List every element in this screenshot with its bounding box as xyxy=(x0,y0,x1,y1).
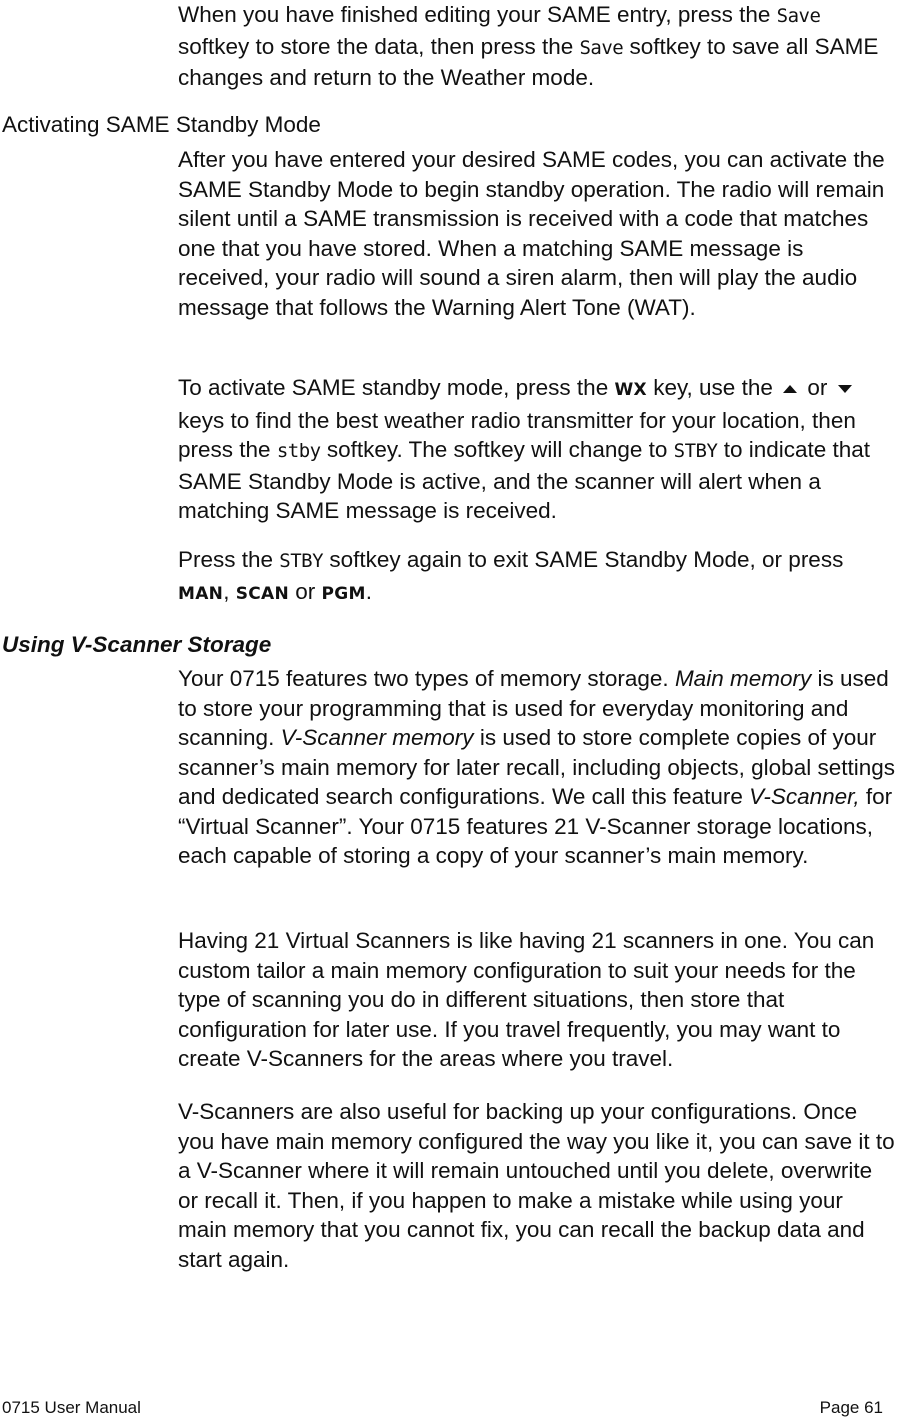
stby-softkey-label: stby xyxy=(276,440,321,462)
paragraph-backup-configurations: V-Scanners are also useful for backing up your configurations. Once you have main memory configured the way you like it, you can save it to a V-Scanner where it will remain untouched until you delete, overwrite or recall it. Then, if you happen to make a mistake while using your main memory that you cannot fix, you can recall the backup data and start again. xyxy=(178,1099,895,1272)
pgm-key-label: PGM xyxy=(321,583,366,604)
stby-softkey-label: STBY xyxy=(279,550,324,572)
heading-activating-same-standby: Activating SAME Standby Mode xyxy=(2,112,321,137)
down-arrow-icon xyxy=(838,385,852,393)
save-softkey-label: Save xyxy=(776,5,821,27)
footer-manual-title: 0715 User Manual xyxy=(2,1398,141,1417)
paragraph-virtual-scanners: Having 21 Virtual Scanners is like having 21 scanners in one. You can custom tailor a main memory configuration to suit your needs for the type of scanning you do in different situations, then store that configuration for later use. If you travel frequently, you may want to create V-Scanners for the areas where you travel. xyxy=(178,928,875,1071)
term-v-scanner-memory: V-Scanner memory xyxy=(280,725,474,750)
paragraph-memory-types: Your 0715 features two types of memory storage. Main memory is used to store your programming that is used for everyday monitoring and scanning. V-Scanner memory is used to store complete copies of your scanner’s main memory for later recall, including objects, global settings and dedicated search configurations. We call this feature V-Scanner, for “Virtual Scanner”. Your 0715 features 21 V-Scanner storage locations, each capable of storing a copy of your scanner’s main memory. xyxy=(178,666,896,868)
heading-using-v-scanner-storage: Using V-Scanner Storage xyxy=(2,632,272,657)
man-key-label: MAN xyxy=(178,583,224,604)
scan-key-label: SCAN xyxy=(235,583,290,604)
term-main-memory: Main memory xyxy=(674,666,812,691)
paragraph-finish-editing: When you have finished editing your SAME entry, press the Save softkey to store the data, then press the Save softkey to save all SAME changes and return to the Weather mode. xyxy=(178,2,879,90)
save-softkey-label: Save xyxy=(579,36,624,59)
footer-page-number: Page 61 xyxy=(819,1398,883,1417)
term-v-scanner: V-Scanner, xyxy=(749,784,860,809)
wx-key-label: WX xyxy=(614,380,647,400)
paragraph-activate-standby: To activate SAME standby mode, press the WX key, use the or keys to find the best weather radio transmitter for your location, then press the stby softkey. The softkey will change to STBY to indicate that SAME Standby Mode is active, and the scanner will alert when a matching SAME message is received. xyxy=(178,375,871,523)
up-arrow-icon xyxy=(783,385,797,393)
paragraph-standby-intro: After you have entered your desired SAME codes, you can activate the SAME Standby Mode to begin standby operation. The radio will remain silent until a SAME transmission is received with a code that matches one that you have stored. When a matching SAME message is received, your radio will sound a siren alarm, then will play the audio message that follows the Warning Alert Tone (WAT). xyxy=(178,147,885,320)
paragraph-exit-standby: Press the STBY softkey again to exit SAME Standby Mode, or press MAN, SCAN or PGM. xyxy=(178,547,844,604)
stby-active-softkey-label: STBY xyxy=(673,440,718,462)
